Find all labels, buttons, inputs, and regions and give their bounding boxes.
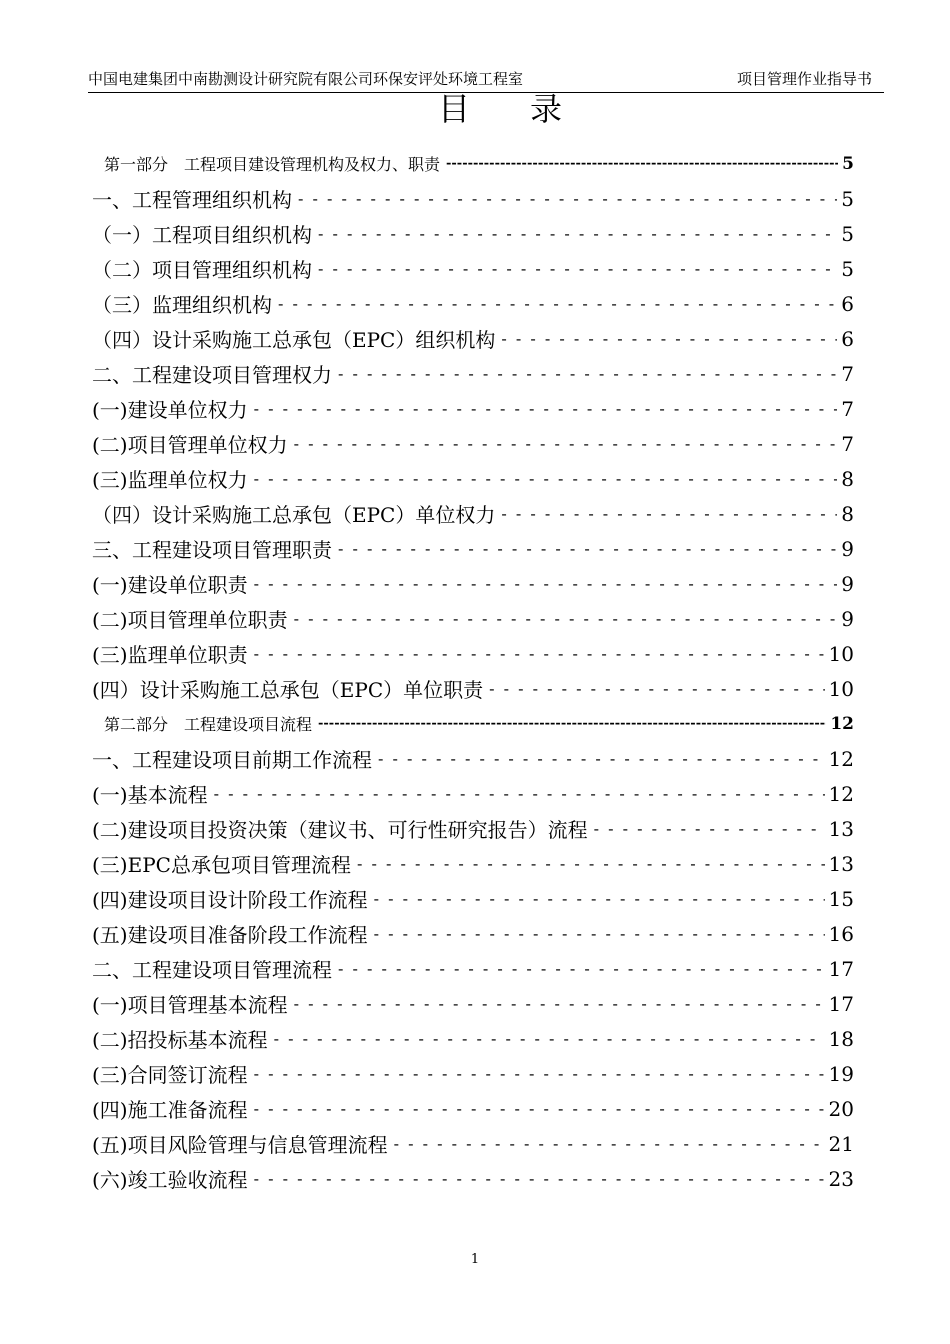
table-of-contents [92, 146, 854, 1196]
toc-entry-page: 5 [841, 256, 854, 281]
toc-entry[interactable] [92, 916, 854, 951]
toc-entry-page: 19 [828, 1061, 854, 1086]
toc-dot-leader [594, 819, 825, 838]
toc-entry[interactable] [92, 986, 854, 1021]
toc-dot-leader [501, 504, 837, 523]
toc-entry-label: (四）设计采购施工总承包（EPC）单位职责 [92, 678, 484, 702]
toc-entry[interactable] [92, 146, 854, 181]
toc-entry-label: (一)项目管理基本流程 [92, 993, 288, 1017]
toc-entry-page: 7 [841, 361, 854, 386]
toc-entry-label: 第一部分 工程项目建设管理机构及权力、职责 [104, 155, 441, 174]
toc-entry-page: 9 [841, 606, 854, 631]
page-number: 1 [470, 1252, 480, 1267]
toc-entry-label: (四)建设项目设计阶段工作流程 [92, 888, 368, 912]
toc-entry[interactable] [92, 461, 854, 496]
toc-entry-label: (二)项目管理单位职责 [92, 608, 288, 632]
toc-dot-leader [254, 644, 825, 663]
toc-entry-label: (五)建设项目准备阶段工作流程 [92, 923, 368, 947]
toc-entry-page: 10 [828, 641, 854, 666]
toc-entry[interactable] [92, 1161, 854, 1196]
toc-entry-page: 16 [828, 921, 854, 946]
toc-entry-page: 5 [841, 186, 854, 211]
toc-entry[interactable] [92, 531, 854, 566]
toc-dot-leader [338, 364, 837, 383]
toc-entry-label: (三)监理单位权力 [92, 468, 248, 492]
toc-entry[interactable] [92, 741, 854, 776]
toc-entry-page: 10 [828, 676, 854, 701]
toc-entry[interactable] [92, 776, 854, 811]
toc-dot-leader [254, 399, 838, 418]
toc-entry-label: (五)项目风险管理与信息管理流程 [92, 1133, 388, 1157]
toc-entry-label: 一、工程管理组织机构 [92, 188, 292, 212]
toc-title: 目录 [437, 90, 622, 128]
toc-entry[interactable] [92, 496, 854, 531]
toc-dot-leader [254, 1064, 825, 1083]
toc-entry-label: （四）设计采购施工总承包（EPC）组织机构 [92, 328, 496, 352]
toc-entry-page: 13 [828, 851, 854, 876]
toc-dot-leader [214, 784, 825, 803]
toc-entry-page: 13 [828, 816, 854, 841]
toc-entry-label: 一、工程建设项目前期工作流程 [92, 748, 372, 772]
toc-entry[interactable] [92, 286, 854, 321]
toc-dot-leader [446, 156, 838, 171]
toc-entry[interactable] [92, 181, 854, 216]
toc-entry[interactable] [92, 426, 854, 461]
toc-entry-page: 15 [828, 886, 854, 911]
toc-entry-label: （二）项目管理组织机构 [92, 258, 312, 282]
toc-entry-page: 23 [828, 1166, 854, 1191]
toc-dot-leader [254, 469, 838, 488]
toc-dot-leader [254, 1099, 825, 1118]
toc-dot-leader [294, 609, 838, 628]
toc-entry-label: （三）监理组织机构 [92, 293, 272, 317]
header-document-title: 项目管理作业指导书 [736, 70, 872, 88]
toc-entry[interactable] [92, 601, 854, 636]
toc-entry-page: 17 [828, 956, 854, 981]
toc-entry-page: 8 [841, 466, 854, 491]
toc-dot-leader [318, 259, 837, 278]
toc-entry-page: 18 [828, 1026, 854, 1051]
toc-entry[interactable] [92, 251, 854, 286]
toc-entry[interactable] [92, 706, 854, 741]
toc-dot-leader [338, 959, 825, 978]
toc-entry[interactable] [92, 1126, 854, 1161]
toc-entry-label: (二)项目管理单位权力 [92, 433, 288, 457]
toc-dot-leader [278, 294, 837, 313]
toc-entry-label: (三)合同签订流程 [92, 1063, 248, 1087]
toc-dot-leader [374, 889, 825, 908]
toc-entry[interactable] [92, 811, 854, 846]
toc-entry-label: (一)建设单位职责 [92, 573, 248, 597]
toc-entry-page: 9 [841, 571, 854, 596]
toc-entry[interactable] [92, 391, 854, 426]
toc-dot-leader [357, 854, 825, 873]
toc-entry[interactable] [92, 1021, 854, 1056]
toc-entry[interactable] [92, 636, 854, 671]
toc-entry-label: (二)建设项目投资决策（建议书、可行性研究报告）流程 [92, 818, 588, 842]
toc-entry-label: (三)监理单位职责 [92, 643, 248, 667]
header-organization: 中国电建集团中南勘测设计研究院有限公司环保安评处环境工程室 [88, 70, 524, 88]
toc-dot-leader [274, 1029, 825, 1048]
toc-entry-label: (二)招投标基本流程 [92, 1028, 268, 1052]
toc-entry-page: 5 [842, 153, 854, 174]
toc-entry-label: (四)施工准备流程 [92, 1098, 248, 1122]
toc-entry[interactable] [92, 671, 854, 706]
toc-entry[interactable] [92, 1091, 854, 1126]
toc-dot-leader [378, 749, 825, 768]
toc-entry[interactable] [92, 1056, 854, 1091]
toc-dot-leader [338, 539, 837, 558]
toc-entry-page: 9 [841, 536, 854, 561]
toc-entry-label: (一)建设单位权力 [92, 398, 248, 422]
toc-dot-leader [294, 434, 838, 453]
toc-entry-page: 12 [828, 781, 854, 806]
toc-entry-page: 5 [841, 221, 854, 246]
toc-entry[interactable] [92, 846, 854, 881]
toc-dot-leader [254, 574, 838, 593]
toc-dot-leader [318, 224, 837, 243]
toc-entry-page: 6 [841, 326, 854, 351]
toc-entry-label: （一）工程项目组织机构 [92, 223, 312, 247]
toc-dot-leader [374, 924, 825, 943]
toc-dot-leader [318, 716, 826, 731]
toc-dot-leader [298, 189, 837, 208]
toc-dot-leader [501, 329, 837, 348]
toc-entry-label: 二、工程建设项目管理流程 [92, 958, 332, 982]
toc-entry-label: （四）设计采购施工总承包（EPC）单位权力 [92, 503, 496, 527]
toc-entry-label: (一)基本流程 [92, 783, 208, 807]
toc-entry-page: 8 [841, 501, 854, 526]
toc-entry-page: 21 [828, 1131, 854, 1156]
toc-entry-page: 7 [841, 396, 854, 421]
toc-dot-leader [489, 679, 824, 698]
toc-entry-page: 7 [841, 431, 854, 456]
toc-entry-page: 12 [828, 746, 854, 771]
toc-entry[interactable] [92, 881, 854, 916]
toc-entry[interactable] [92, 951, 854, 986]
toc-entry-label: (六)竣工验收流程 [92, 1168, 248, 1192]
toc-entry[interactable] [92, 321, 854, 356]
toc-entry[interactable] [92, 566, 854, 601]
toc-entry-label: 三、工程建设项目管理职责 [92, 538, 332, 562]
toc-entry[interactable] [92, 356, 854, 391]
toc-entry-label: 二、工程建设项目管理权力 [92, 363, 332, 387]
toc-dot-leader [254, 1169, 825, 1188]
toc-dot-leader [394, 1134, 825, 1153]
toc-entry-page: 6 [841, 291, 854, 316]
toc-entry-page: 20 [828, 1096, 854, 1121]
toc-entry-label: 第二部分 工程建设项目流程 [104, 715, 313, 734]
toc-entry-label: (三)EPC总承包项目管理流程 [92, 853, 351, 877]
toc-entry[interactable] [92, 216, 854, 251]
toc-entry-page: 17 [828, 991, 854, 1016]
toc-dot-leader [294, 994, 825, 1013]
toc-entry-page: 12 [830, 713, 854, 734]
